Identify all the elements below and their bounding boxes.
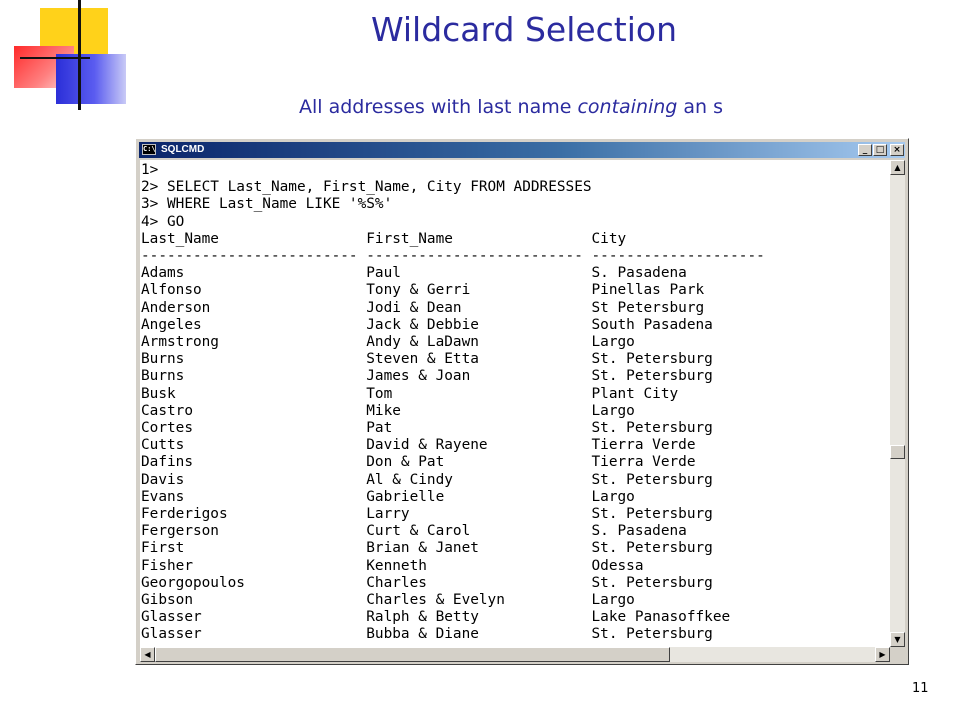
minimize-button[interactable]: _: [858, 144, 872, 156]
decor-horizontal-line: [20, 57, 90, 59]
horizontal-scroll-thumb[interactable]: [155, 647, 670, 662]
window-title: SQLCMD: [161, 144, 205, 155]
horizontal-scrollbar[interactable]: [140, 647, 890, 662]
scroll-up-button[interactable]: ▲: [890, 160, 905, 175]
subtitle-text-end: an s: [677, 96, 724, 118]
slide-title: Wildcard Selection: [370, 10, 678, 49]
vertical-scroll-thumb[interactable]: [890, 445, 905, 459]
slide-subtitle: [299, 96, 723, 118]
scroll-right-button[interactable]: ▶: [875, 647, 890, 662]
console-text[interactable]: 1> 2> SELECT Last_Name, First_Name, City FROM ADDRESSES 3> WHERE Last_Name LIKE '%S%' 4> GO Last_Name First_Name City ------------------------- ------------------------- -------------------- Adams Paul S. Pasadena Alfonso Tony & Gerri Pinellas Park Anderson Jodi & Dean St Petersburg Angeles Jack & Debbie South Pasadena Armstrong Andy & LaDawn Largo Burns Steven & Etta St. Petersburg Burns James & Joan St. Petersburg Busk Tom Plant City Castro Mike Largo Cortes Pat St. Petersburg Cutts David & Rayene Tierra Verde Dafins Don & Pat Tierra Verde Davis Al & Cindy St. Petersburg Evans Gabrielle Largo Ferderigos Larry St. Petersburg Fergerson Curt & Carol S. Pasadena First Brian & Janet St. Petersburg Fisher Kenneth Odessa Georgopoulos Charles St. Petersburg Gibson Charles & Evelyn Largo Glasser Ralph & Betty Lake Panasoffkee Glasser Bubba & Diane St. Petersburg: [141, 162, 765, 643]
scroll-down-button[interactable]: ▼: [890, 632, 905, 647]
decor-blue-square: [56, 54, 126, 104]
vertical-scrollbar[interactable]: [890, 160, 905, 647]
scrollbar-corner: [890, 647, 905, 662]
console-output-area[interactable]: [140, 160, 890, 647]
scroll-left-button[interactable]: ◀: [140, 647, 155, 662]
subtitle-text-start: All addresses with last name: [299, 96, 578, 118]
close-button[interactable]: ×: [890, 144, 904, 156]
subtitle-emphasis: containing: [577, 96, 678, 118]
console-app-icon[interactable]: C:\: [143, 145, 156, 153]
maximize-button[interactable]: □: [873, 144, 887, 156]
page-number: 11: [912, 681, 929, 696]
sqlcmd-window[interactable]: [135, 138, 909, 665]
window-titlebar[interactable]: [139, 142, 905, 158]
